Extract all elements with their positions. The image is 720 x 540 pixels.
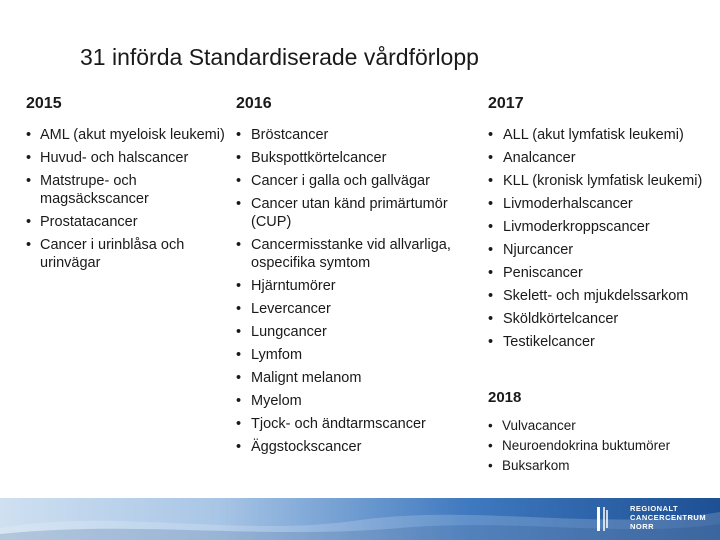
list-item: • Testikelcancer xyxy=(488,333,716,351)
list-item: • Cancermisstanke vid allvarliga, ospecifika symtom xyxy=(236,236,468,272)
list-item: • Sköldkörtelcancer xyxy=(488,310,716,328)
list-item: • Neuroendokrina buktumörer xyxy=(488,437,716,454)
page-title: 31 införda Standardiserade vårdförlopp xyxy=(80,44,479,70)
list-item: • Bukspottkörtelcancer xyxy=(236,149,468,167)
list-item: • Äggstockscancer xyxy=(236,438,468,456)
year-heading: 2016 xyxy=(236,95,272,112)
list-item: • Analcancer xyxy=(488,149,716,167)
list-item: • Skelett- och mjukdelssarkom xyxy=(488,287,716,305)
list-item: • Livmoderhalscancer xyxy=(488,195,716,213)
list-item: • Hjärntumörer xyxy=(236,277,468,295)
list-item: • Vulvacancer xyxy=(488,417,716,434)
logo-line: CANCERCENTRUM xyxy=(630,513,707,522)
pathway-list xyxy=(488,126,716,351)
list-item: • AML (akut myeloisk leukemi) xyxy=(26,126,226,144)
logo-line: REGIONALT xyxy=(630,504,679,513)
list-item: • Livmoderkroppscancer xyxy=(488,218,716,236)
column-2015 xyxy=(26,94,226,277)
list-item: • KLL (kronisk lymfatisk leukemi) xyxy=(488,172,716,190)
list-item: • Bröstcancer xyxy=(236,126,468,144)
list-item: • Cancer utan känd primärtumör (CUP) xyxy=(236,195,468,231)
list-item: • Huvud- och halscancer xyxy=(26,149,226,167)
list-item: • Malignt melanom xyxy=(236,369,468,387)
list-item: • Cancer i galla och gallvägar xyxy=(236,172,468,190)
logo-mark-icon xyxy=(594,504,624,534)
list-item: • Buksarkom xyxy=(488,457,716,474)
pathway-list xyxy=(26,126,226,272)
list-item: • Lungcancer xyxy=(236,323,468,341)
year-heading: 2017 xyxy=(488,95,524,112)
column-2018 xyxy=(488,388,716,477)
footer-banner xyxy=(0,498,720,540)
pathway-list xyxy=(488,417,716,474)
list-item: • Levercancer xyxy=(236,300,468,318)
pathway-list xyxy=(236,126,468,456)
column-2017 xyxy=(488,94,716,356)
list-item: • Peniscancer xyxy=(488,264,716,282)
list-item: • Prostatacancer xyxy=(26,213,226,231)
list-item: • ALL (akut lymfatisk leukemi) xyxy=(488,126,716,144)
list-item: • Matstrupe- och magsäckscancer xyxy=(26,172,226,208)
list-item: • Tjock- och ändtarmscancer xyxy=(236,415,468,433)
list-item: • Myelom xyxy=(236,392,468,410)
logo-line: NORR xyxy=(630,522,655,531)
list-item: • Cancer i urinblåsa och urinvägar xyxy=(26,236,226,272)
year-heading: 2018 xyxy=(488,389,522,406)
year-heading: 2015 xyxy=(26,95,62,112)
rcc-norr-logo xyxy=(594,502,714,536)
list-item: • Lymfom xyxy=(236,346,468,364)
column-2016 xyxy=(236,94,468,461)
list-item: • Njurcancer xyxy=(488,241,716,259)
